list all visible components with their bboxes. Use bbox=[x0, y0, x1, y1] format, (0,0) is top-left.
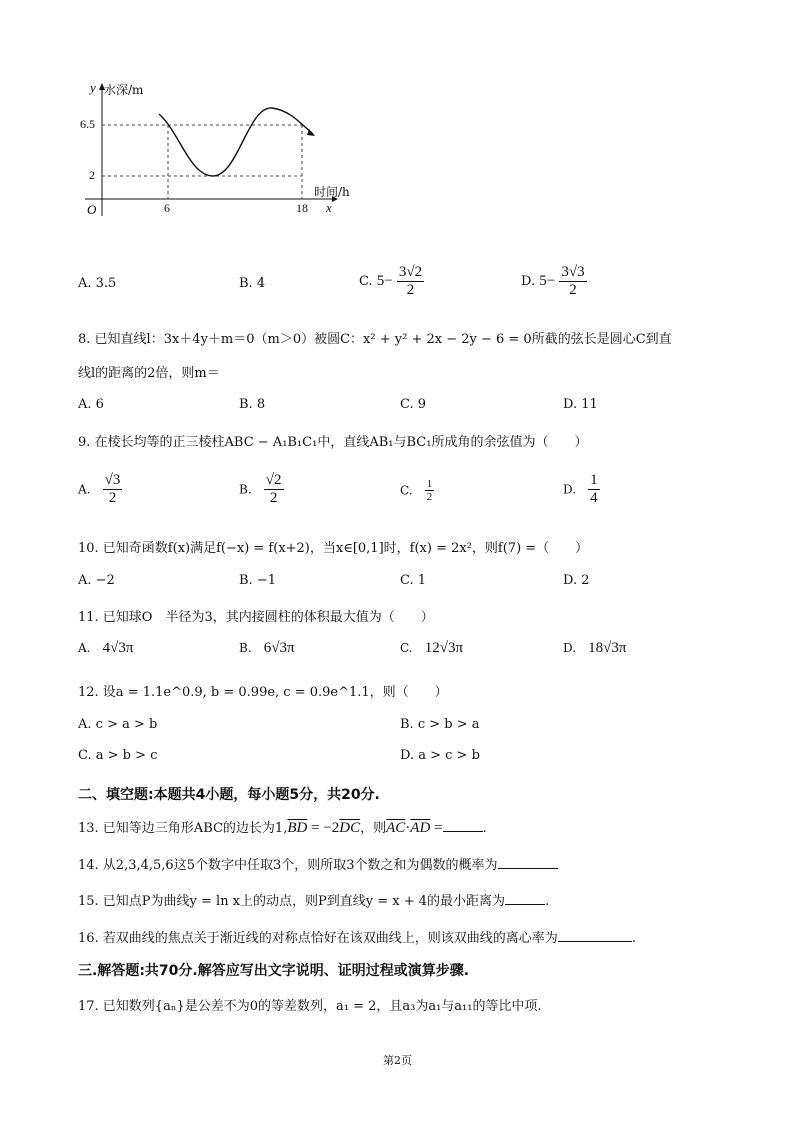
q11-option-d: D. 18√3π bbox=[563, 640, 627, 656]
q12-option-d: D. a > c > b bbox=[400, 748, 480, 763]
q9-option-c: C. $\frac{1}{2}$ bbox=[400, 478, 433, 503]
q12-option-a: A. c > a > b bbox=[78, 717, 158, 732]
q9-stem: 9. 在棱长均等的正三棱柱ABC − A₁B₁C₁中，直线AB₁与BC₁所成角的余弦值为（ ） bbox=[78, 435, 588, 450]
q11-option-a: A. 4√3π bbox=[78, 640, 134, 656]
tick-label-x18: 18 bbox=[296, 201, 308, 215]
q17-stem: 17. 已知数列{aₙ}是公差不为0的等差数列，a₁ = 2，且a₃为a₁与a₁₁的等比中项. bbox=[78, 999, 542, 1014]
section-fill-in-heading: 二、填空题:本题共4小题，每小题5分，共20分. bbox=[78, 787, 380, 803]
q10-option-c: C. 1 bbox=[400, 573, 427, 588]
q11-stem: 11. 已知球O 半径为3，其内接圆柱的体积最大值为（ ） bbox=[78, 610, 434, 625]
q10-stem: 10. 已知奇函数f(x)满足f(−x) = f(x+2)，当x∈[0,1]时，f(x) = 2x²，则f(7) =（ ） bbox=[78, 541, 589, 556]
tick-label-2: 2 bbox=[89, 168, 95, 182]
q7-option-b: B. 4 bbox=[239, 276, 266, 291]
q10-option-b: B. −1 bbox=[239, 573, 276, 588]
origin-label: O bbox=[87, 202, 97, 217]
q14-answer-blank[interactable] bbox=[498, 856, 558, 869]
q16-answer-blank[interactable] bbox=[558, 929, 632, 942]
q8-stem-line1: 8. 已知直线l：3x＋4y＋m＝0（m＞0）被圆C：x² + y² + 2x − 2y − 6 = 0所截的弦长是圆心C到直 bbox=[78, 332, 672, 347]
q7-option-a: A. 3.5 bbox=[78, 276, 117, 291]
q8-option-d: D. 11 bbox=[563, 397, 598, 412]
section-solution-heading: 三.解答题:共70分.解答应写出文字说明、证明过程或演算步骤. bbox=[78, 963, 470, 979]
q8-option-b: B. 8 bbox=[239, 397, 266, 412]
q16-stem: 16. 若双曲线的焦点关于渐近线的对称点恰好在该双曲线上，则该双曲线的离心率为 . bbox=[78, 931, 636, 946]
q7-option-d: D. 5− $\frac{3√3}{2}$ bbox=[521, 264, 585, 298]
sine-curve bbox=[159, 108, 313, 176]
q12-option-b: B. c > b > a bbox=[400, 717, 480, 732]
x-axis-title: 时间/h bbox=[314, 185, 350, 199]
y-axis-label: y bbox=[90, 80, 96, 95]
q15-answer-blank[interactable] bbox=[505, 892, 545, 905]
q12-option-c: C. a > b > c bbox=[78, 748, 158, 763]
q13-answer-blank[interactable] bbox=[443, 819, 483, 832]
q9-option-a: A. $\frac{√3}{2}$ bbox=[78, 472, 121, 506]
q10-option-a: A. −2 bbox=[78, 573, 115, 588]
q9-option-b: B. $\frac{√2}{2}$ bbox=[239, 472, 282, 506]
x-axis-label: x bbox=[326, 200, 332, 215]
q8-option-a: A. 6 bbox=[78, 397, 104, 412]
tick-label-x6: 6 bbox=[164, 201, 170, 215]
q7-option-c: C. 5− $\frac{3√2}{2}$ bbox=[359, 264, 423, 298]
q11-option-c: C. 12√3π bbox=[400, 640, 464, 656]
q10-option-d: D. 2 bbox=[563, 573, 590, 588]
q8-stem-line2: 线l的距离的2倍，则m＝ bbox=[78, 366, 220, 381]
q14-stem: 14. 从2,3,4,5,6这5个数字中任取3个，则所取3个数之和为偶数的概率为 bbox=[78, 854, 558, 873]
q13-stem: 13. 已知等边三角形ABC的边长为$1,\overline{BD} = -2\overline{DC}$，则$\overline{AC}\cdot\overline{AD}$ = . bbox=[78, 820, 487, 836]
y-axis-title: 水深/m bbox=[104, 83, 144, 97]
page-number: 第2页 bbox=[383, 1054, 412, 1067]
q8-option-c: C. 9 bbox=[400, 397, 427, 412]
q9-option-d: D. $\frac{1}{4}$ bbox=[563, 472, 598, 506]
q11-option-b: B. 6√3π bbox=[239, 640, 295, 656]
q12-stem: 12. 设a = 1.1e^0.9, b = 0.99e, c = 0.9e^1.1，则（ ） bbox=[78, 685, 448, 700]
q15-stem: 15. 已知点P为曲线y = ln x上的动点，则P到直线y = x + 4的最小距离为 . bbox=[78, 894, 550, 909]
tick-label-6.5: 6.5 bbox=[80, 117, 95, 131]
water-depth-graph bbox=[80, 78, 350, 223]
